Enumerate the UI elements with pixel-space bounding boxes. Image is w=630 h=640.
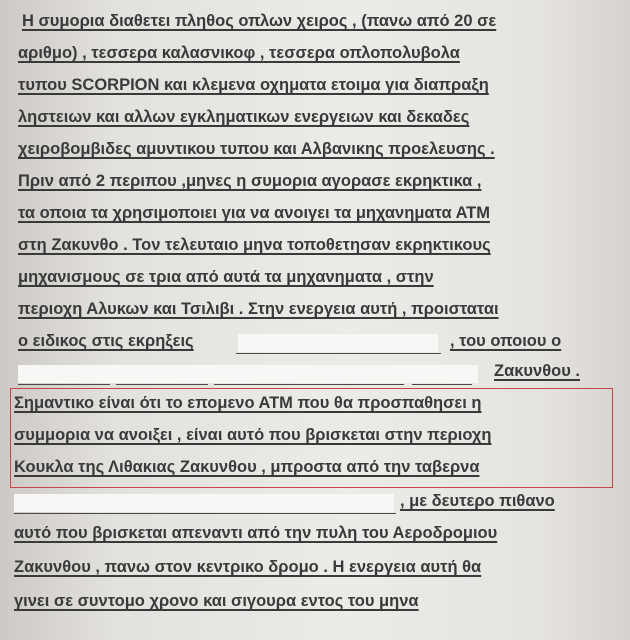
text-line: [0, 426, 630, 458]
redaction-block: [238, 334, 438, 352]
underline-rule: [236, 353, 441, 354]
line-text: , με δευτερο πιθανο: [400, 492, 555, 510]
text-line: [0, 204, 630, 236]
text-line: [0, 76, 630, 108]
line-text: Ζακυνθου , πανω στον κεντρικο δρομο . Η ενεργεια αυτή θα: [14, 558, 482, 576]
underline-rule: [412, 384, 472, 385]
line-text: Ζακυνθου .: [494, 362, 580, 380]
line-text: στη Ζακυνθο . Τον τελευταιο μηνα τοποθετησαν εκρηκτικους: [18, 236, 491, 254]
text-line: [0, 332, 630, 364]
underline-rule: [116, 384, 208, 385]
text-line: [0, 140, 630, 172]
text-line: [0, 492, 630, 524]
line-text: αριθμο) , τεσσερα καλασνικοφ , τεσσερα οπλοπολυβολα: [18, 44, 460, 62]
line-text: , του οποιου ο: [450, 332, 562, 350]
redaction-block: [14, 494, 394, 512]
underline-rule: [214, 384, 404, 385]
line-text: γινει σε συντομο χρονο και σιγουρα εντος του μηνα: [14, 592, 419, 610]
line-text: ο ειδικος στις εκρηξεις: [18, 332, 194, 350]
underline-rule: [14, 513, 396, 514]
text-line: [0, 394, 630, 426]
line-text: τυπου SCORPION και κλεμενα οχηματα ετοιμα για διαπραξη: [18, 76, 489, 94]
line-text: αυτό που βρισκεται απεναντι από την πυλη του Αεροδρομιου: [14, 524, 498, 542]
line-text: τα οποια τα χρησιμοποιει για να ανοιγει τα μηχανηματα ΑΤΜ: [18, 204, 490, 222]
line-text: χειροβομβιδες αμυντικου τυπου και Αλβανικης προελευσης .: [18, 140, 495, 158]
text-line: [0, 268, 630, 300]
line-text: Η συμορια διαθετει πληθος οπλων χειρος , (πανω από 20 σε: [22, 12, 497, 30]
text-line: [0, 172, 630, 204]
text-line: [0, 524, 630, 556]
text-line: [0, 12, 630, 44]
line-text: συμμορια να ανοιξει , είναι αυτό που βρισκεται στην περιοχη: [14, 426, 492, 444]
text-line: [0, 108, 630, 140]
text-line: [0, 592, 630, 624]
line-text: Σημαντικο είναι ότι το επομενο ΑΤΜ που θα προσπαθησει η: [14, 394, 482, 412]
redaction-block: [18, 365, 478, 383]
text-line: [0, 558, 630, 590]
text-line: [0, 44, 630, 76]
line-text: μηχανισμους σε τρια από αυτά τα μηχανηματα , στην: [18, 268, 434, 286]
text-line: [0, 236, 630, 268]
line-text: ληστειων και αλλων εγκληματικων ενεργειων και δεκαδες: [18, 108, 470, 126]
line-text: περιοχη Αλυκων και Τσιλιβι . Στην ενεργεια αυτή , προισταται: [18, 300, 499, 318]
line-text: Πριν από 2 περιπου ,μηνες η συμορια αγορασε εκρηκτικα ,: [18, 172, 482, 190]
text-line: [0, 300, 630, 332]
text-line: [0, 458, 630, 490]
underline-rule: [18, 384, 110, 385]
line-text: Κουκλα της Λιθακιας Ζακυνθου , μπροστα από την ταβερνα: [14, 458, 480, 476]
